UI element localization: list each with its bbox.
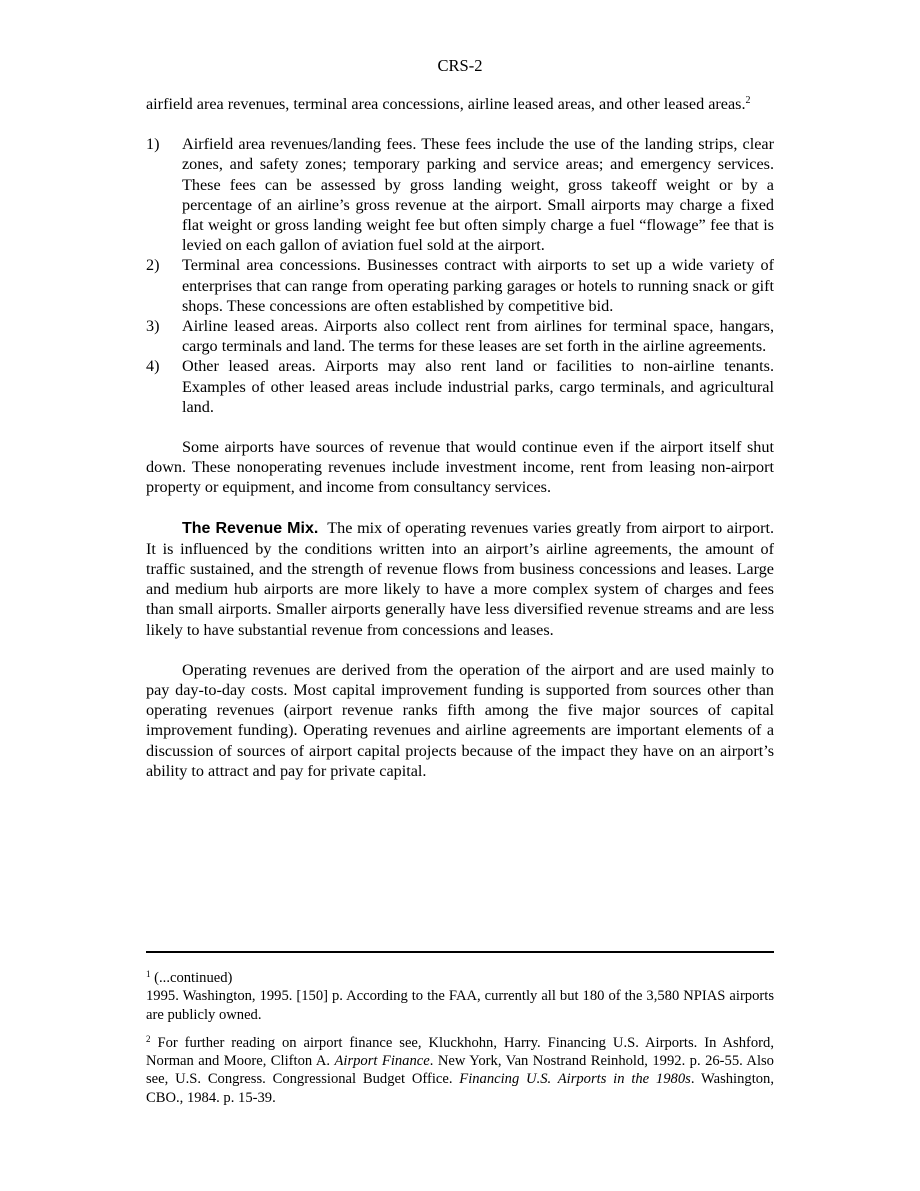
revenue-mix-heading: The Revenue Mix. <box>182 519 319 537</box>
footnote-2-title-financing-us-airports: Financing U.S. Airports in the 1980s <box>459 1071 691 1088</box>
list-item <box>146 134 774 255</box>
footnote-2 <box>146 1034 774 1107</box>
footnote-2-marker: 2 <box>146 1033 151 1044</box>
list-item <box>146 255 774 316</box>
intro-text: airfield area revenues, terminal area concessions, airline leased areas, and other leased areas. <box>146 95 746 113</box>
revenue-mix-paragraph <box>146 518 774 640</box>
revenue-mix-text: The mix of operating revenues varies greatly from airport to airport. It is influenced by the conditions written into an airport’s airline agreements, the amount of traffic sustained, and the strength of revenue flows from business concessions and leases. Large and medium hub airports are more likely to have a more complex system of charges and fees than small airports. Smaller airports generally have less diversified revenue streams and are less likely to have substantial revenue from concessions and leases. <box>146 518 775 639</box>
list-item-text: Airline leased areas. Airports also collect rent from airlines for terminal space, hangars, cargo terminals and land. The terms for these leases are set forth in the airline agreements. <box>182 317 774 356</box>
footnotes <box>146 969 774 1107</box>
footnote-2-part3: . Washington, CBO., 1984. p. 15-39. <box>146 1071 774 1106</box>
footnote-2-title-airport-finance: Airport Finance <box>334 1053 430 1070</box>
footnote-1-text: 1995. Washington, 1995. [150] p. According to the FAA, currently all but 180 of the 3,580 NPIAS airports are publicly owned. <box>146 988 774 1023</box>
footnote-1-continued <box>146 969 774 987</box>
revenue-category-list <box>146 134 774 417</box>
nonoperating-paragraph: Some airports have sources of revenue that would continue even if the airport itself shut down. These nonoperating revenues include investment income, rent from leasing non-airport property or equipment, and income from consultancy services. <box>146 438 774 497</box>
body-text <box>146 94 774 781</box>
footnote-2-part2: . New York, Van Nostrand Reinhold, 1992. p. 26-55. Also see, U.S. Congress. Congressional Budget Office. <box>146 1053 774 1088</box>
list-item <box>146 316 774 356</box>
list-item-number: 3) <box>146 317 160 336</box>
list-item-text: Terminal area concessions. Businesses contract with airports to set up a wide variety of enterprises that can range from operating parking garages or hotels to running snack or gift shops. These concessions are often established by competitive bid. <box>182 256 774 315</box>
list-item-text: Airfield area revenues/landing fees. These fees include the use of the landing strips, clear zones, and safety zones; temporary parking and service areas; and emergency services. These fees can be assessed by gross landing weight, gross takeoff weight or by a percentage of an airline’s gross revenue at the airport. Small airports may charge a fixed flat weight or gross landing weight fee but often simply charge a fuel “flowage” fee that is levied on each gallon of aviation fuel sold at the airport. <box>182 135 774 255</box>
intro-paragraph <box>146 94 774 114</box>
operating-revenues-paragraph: Operating revenues are derived from the operation of the airport and are used mainly to pay day-to-day costs. Most capital improvement funding is supported from sources other than operating revenues (airport revenue ranks fifth among the five major sources of capital improvement funding). Operating revenues and airline agreements are important elements of a discussion of sources of airport capital projects because of the impact they have on an airport’s ability to attract and pay for private capital. <box>146 660 774 780</box>
footnote-continued-label: (...continued) <box>154 970 233 986</box>
list-item-number: 2) <box>146 256 160 275</box>
list-item-text: Other leased areas. Airports may also rent land or facilities to non-airline tenants. Examples of other leased areas include industrial parks, cargo terminals, and agricultural land. <box>182 357 774 416</box>
footnote-2-part1: For further reading on airport finance see, Kluckhohn, Harry. Financing U.S. Airports. In Ashford, Norman and Moore, Clifton A. <box>146 1034 774 1070</box>
footnote-ref-2[interactable]: 2 <box>745 95 751 106</box>
list-item-number: 4) <box>146 357 160 376</box>
page-header: CRS-2 <box>437 56 483 75</box>
footnote-1-marker: 1 <box>146 969 151 979</box>
footnote-divider <box>146 951 774 953</box>
list-item <box>146 356 774 417</box>
list-item-number: 1) <box>146 135 160 154</box>
